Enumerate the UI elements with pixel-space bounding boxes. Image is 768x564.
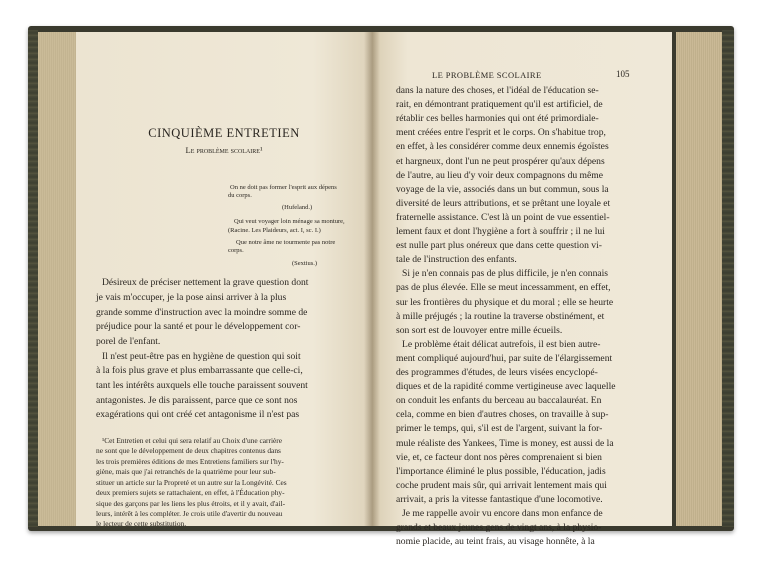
body-line: Il n'est peut-être pas en hygiène de question qui soit [102, 351, 301, 362]
body-line: fraternelle assistance. C'est là un point de vue essentiel- [396, 211, 610, 223]
body-line: à mille préjugés ; la routine la traverse obstinément, et [396, 310, 605, 322]
body-line: son sort est de louvoyer entre mille écueils. [396, 324, 563, 336]
body-line: rait, en démontrant pratiquement qu'il est artificiel, de [396, 99, 603, 111]
body-line: pas de plus élevée. Elle se meut incessamment, en effet, [396, 282, 611, 294]
body-line: grande somme d'instruction avec la moindre somme de [96, 307, 308, 318]
body-line: diversité de leurs attributions, et se prêtant une loyale et [396, 197, 611, 209]
epigraph-source: (Racine. Les Plaideurs, act. I, sc. I.) [228, 227, 321, 234]
epigraph-source: (Sextius.) [292, 260, 318, 267]
page-number: 105 [616, 69, 630, 79]
body-line: cela, comme en bien d'autres choses, on travaille à sup- [396, 409, 609, 421]
footnote-line: deux premiers sujets se rattachaient, en effet, à l'Éducation phy- [96, 488, 285, 497]
body-line: lement faux et dont l'hygiène a fort à souffrir ; il ne lui [396, 226, 605, 237]
footnote-line: le lecteur de cette substitution. [96, 519, 187, 528]
chapter-subtitle: Le problème scolaire¹ [185, 145, 263, 155]
left-page [76, 32, 372, 526]
running-header: LE PROBLÈME SCOLAIRE [432, 70, 542, 80]
body-line: Désireux de préciser nettement la grave question dont [102, 277, 309, 288]
page-edges-right [676, 32, 722, 526]
body-line: tale de l'instruction des enfants. [396, 254, 517, 266]
book-cover-right-edge [722, 30, 734, 527]
body-line: porel de l'enfant. [96, 336, 161, 347]
body-line: nomie placide, au teint frais, au visage honnête, à la [396, 536, 595, 548]
body-line: ment compliqué aujourd'hui, par suite de l'élargissement [396, 352, 613, 364]
body-line: et hargneux, dont l'un ne peut prospérer qu'aux dépens [396, 155, 605, 167]
body-line: ment créées entre l'esprit et le corps. On s'habitue trop, [396, 127, 606, 139]
epigraph-line: du corps. [228, 192, 252, 199]
epigraph-line: corps. [228, 247, 244, 254]
book-cover-left-edge [28, 30, 38, 527]
page-edges-left [38, 32, 78, 526]
epigraph-line: Que notre âme ne tourmente pas notre [236, 239, 336, 246]
body-line: voyage de la vie, associés dans un but commun, sous la [396, 183, 609, 195]
body-line: arrivait, a pris la vitesse fantastique d'une locomotive. [396, 493, 603, 505]
body-line: préjudice pour la santé et pour le développement cor- [96, 321, 301, 332]
body-line: des programmes d'études, de leurs visées encyclopé- [396, 367, 598, 378]
body-line: Si je n'en connais pas de plus difficile, je n'en connais [402, 268, 609, 280]
footnote-line: ne sont que le développement de deux chapitres contenus dans [96, 446, 281, 455]
footnote-line: stituer un article sur la Propreté et un autre sur la Longévité. Ces [96, 478, 287, 487]
footnote-line: giène, mais que j'ai retranchés de la quatrième pour leur sub- [96, 467, 276, 476]
body-line: rétablir ces belles harmonies qui ont été primordiale- [396, 113, 599, 125]
book-gutter [364, 32, 380, 526]
body-line: on conduit les enfants du berceau au baccalauréat. En [396, 395, 602, 407]
body-line: de l'autre, au lieu d'y voir deux compagnons du même [396, 169, 604, 181]
body-line: coche prudent mais sûr, qui arrivait lentement mais qui [396, 479, 607, 491]
body-line: tant les intérêts auxquels elle touche paraissent souvent [96, 380, 308, 391]
body-line: Je me rappelle avoir vu encore dans mon enfance de [402, 508, 603, 519]
body-line: en effet, à les considérer comme deux ennemis égoïstes [396, 141, 609, 153]
body-line: antagonistes. Je dis paraissent, parce que ce sont nos [96, 395, 298, 406]
body-line: diques et de la rapidité comme vertigineuse avec laquelle [396, 381, 616, 393]
body-line: mule réaliste des Yankees, Time is money, est aussi de la [396, 437, 614, 449]
body-line: je vais m'occuper, je la pose ainsi arriver à la plus [96, 292, 287, 303]
chapter-title: CINQUIÈME ENTRETIEN [148, 126, 300, 140]
epigraph-line: Qui veut voyager loin ménage sa monture, [234, 218, 345, 225]
body-line: sur les frontières du physique et du moral ; elle se heurte [396, 296, 614, 308]
footnote-line: ¹Cet Entretien et celui qui sera relatif au Choix d'une carrière [102, 436, 283, 445]
body-line: primer le temps, qui, s'il est de l'argent, suivant la for- [396, 423, 603, 435]
footnote-line: sique des garçons par les liens les plus étroits, et il y avait, d'ail- [96, 499, 286, 508]
body-line: Le problème était délicat autrefois, il est bien autre- [402, 338, 601, 350]
epigraph-line: On ne doit pas former l'esprit aux dépens [230, 184, 337, 191]
body-line: à la fois plus grave et plus embarrassante que celle-ci, [96, 365, 303, 376]
footnote-line: les trois premières éditions de mes Entretiens familiers sur l'hy- [96, 457, 284, 466]
epigraph-source: (Hufeland.) [282, 204, 313, 211]
body-line: vie, et, ce facteur dont nos pères comprenaient si bien [396, 451, 602, 463]
footnote-line: leurs, intérêt à les compléter. Je crois utile d'avertir du nouveau [96, 509, 283, 518]
body-line: exagérations qui ont créé cet antagonisme il n'est pas [96, 409, 300, 420]
body-line: est nulle part plus onéreux que dans cette question vi- [396, 240, 602, 252]
body-line: grands et beaux jeunes gens de vingt ans, à la physio- [396, 522, 602, 534]
open-book [28, 26, 734, 548]
body-line: l'importance éliminé le plus possible, l'éducation, jadis [396, 465, 606, 477]
body-line: dans la nature des choses, et l'idéal de l'éducation se- [396, 85, 599, 96]
right-page [372, 32, 672, 548]
